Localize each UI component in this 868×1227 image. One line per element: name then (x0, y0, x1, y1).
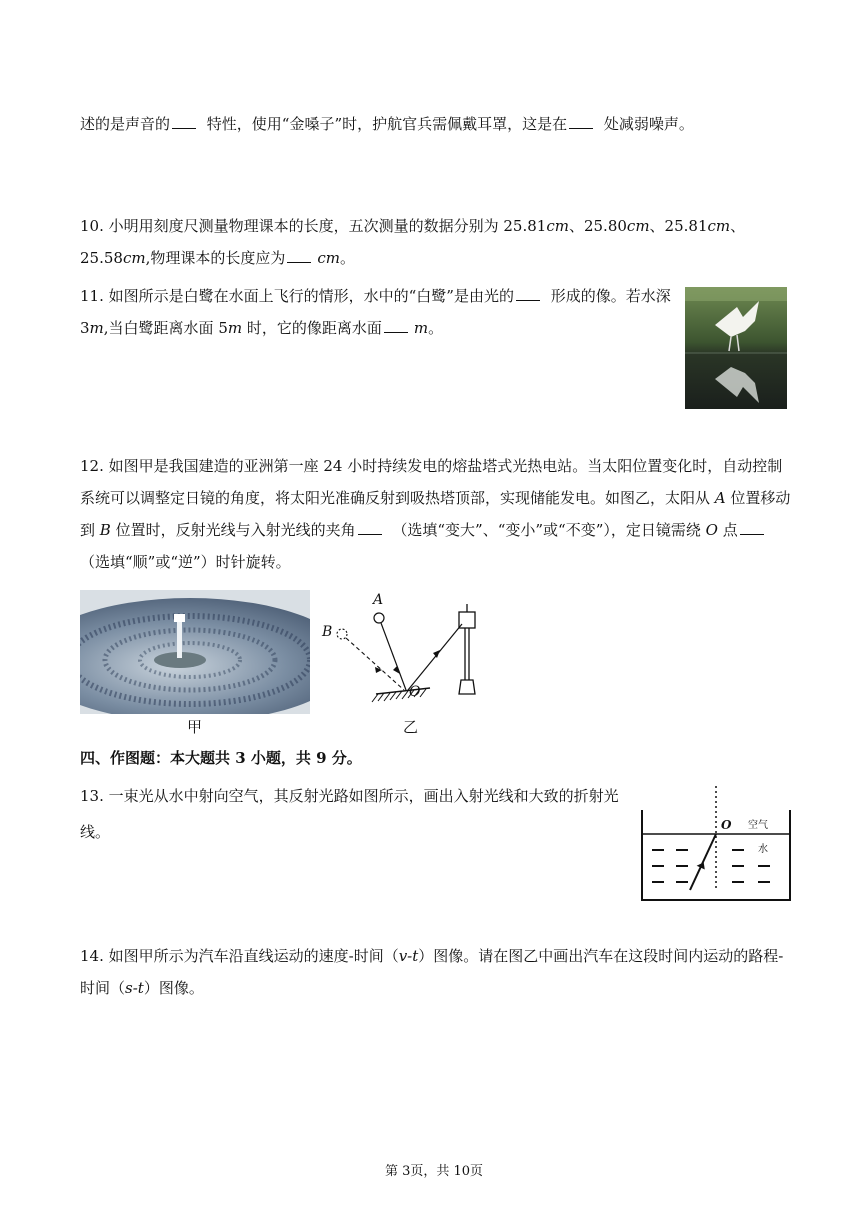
solar-plant-photo (80, 590, 310, 714)
label-O: O (409, 684, 421, 700)
answer-blank[interactable] (569, 113, 593, 129)
question-13: 13. 一束光从水中射向空气，其反射光路如图所示，画出入射光线和大致的折射光线。 (80, 787, 619, 841)
egret-photo (685, 287, 787, 409)
label-air: 空气 (748, 820, 768, 831)
question-9-tail: 述的是声音的 特性，使用“金嗓子”时，护航官兵需佩戴耳罩，这是在 处减弱噪声。 (80, 115, 694, 133)
label-A: A (373, 592, 384, 608)
answer-blank[interactable] (740, 519, 764, 535)
answer-blank[interactable] (287, 247, 311, 263)
fig-label-yi: 乙 (403, 718, 419, 736)
question-11: 11. 如图所示是白鹭在水面上飞行的情形，水中的“白鹭”是由光的 形成的像。若水深 3m,当白鹭距离水面 5m 时，它的像距离水面 m。 (80, 287, 671, 337)
label-B: B (322, 624, 333, 640)
answer-blank[interactable] (384, 317, 408, 333)
section-heading: 四、作图题：本大题共 3 小题，共 9 分。 (80, 749, 362, 767)
label-O: O (721, 818, 732, 832)
refraction-diagram (640, 786, 792, 902)
answer-blank[interactable] (172, 113, 196, 129)
question-14: 14. 如图甲所示为汽车沿直线运动的速度-时间（v-t）图像。请在图乙中画出汽车在这段时间内运动的路程-时间（s-t）图像。 (80, 947, 784, 997)
fig-label-jia: 甲 (187, 718, 203, 736)
question-10: 10. 小明用刻度尺测量物理课本的长度，五次测量的数据分别为 25.81cm、25.80cm、25.81cm、25.58cm,物理课本的长度应为 cm。 (80, 217, 746, 267)
page-footer: 第 3页，共 10页 (384, 1164, 484, 1179)
answer-blank[interactable] (516, 285, 540, 301)
question-12: 12. 如图甲是我国建造的亚洲第一座 24 小时持续发电的熔盐塔式光热电站。当太阳位置变化时，自动控制系统可以调整定日镜的角度，将太阳光准确反射到吸热塔顶部，实现储能发电。如图乙，太阳从 A 位置移动到 B 位置时，反射光线与入射光线的夹角 （选填“变大”、“变小”或“不变”），定日镜需绕 O 点 （选填“顺”或“逆”）时针旋转。 (80, 457, 791, 571)
answer-blank[interactable] (358, 519, 382, 535)
label-water: 水 (758, 844, 768, 855)
reflection-diagram (320, 592, 500, 720)
